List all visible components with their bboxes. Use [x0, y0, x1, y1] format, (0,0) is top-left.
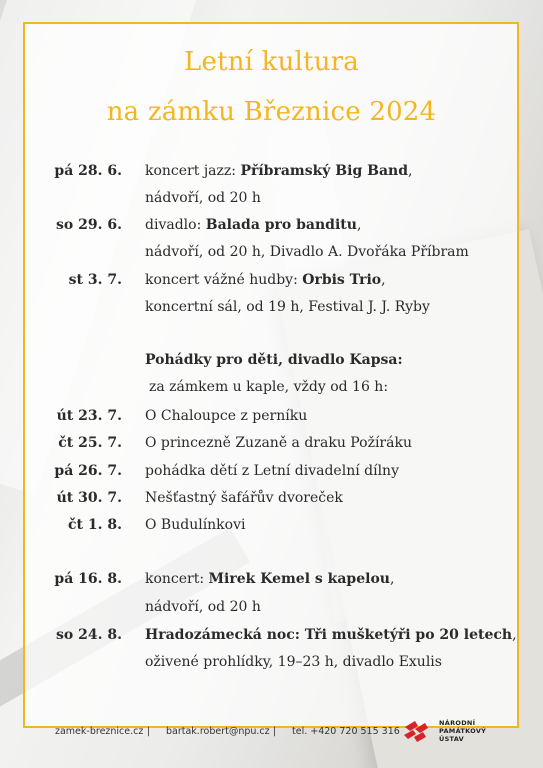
event-detail: nádvoří, od 20 h, Divadlo A. Dvořáka Příbram: [145, 244, 469, 260]
event-date: st 3. 7.: [68, 272, 122, 288]
footer-phone: tel. +420 720 515 316: [292, 726, 400, 737]
event-title: koncert jazz: Příbramský Big Band,: [145, 163, 413, 179]
npu-logo: [401, 718, 531, 748]
event-date: pá 28. 6.: [54, 163, 122, 179]
footer-email[interactable]: bartak.robert@npu.cz: [166, 726, 270, 737]
event-date: čt 25. 7.: [58, 435, 122, 451]
event-detail: koncertní sál, od 19 h, Festival J. J. Ryby: [145, 299, 430, 315]
event-date: út 23. 7.: [56, 408, 122, 424]
event-title: koncert vážné hudby: Orbis Trio,: [145, 272, 386, 288]
kids-section-subheader: za zámkem u kaple, vždy od 16 h:: [149, 379, 389, 395]
event-title: pohádka dětí z Letní divadelní dílny: [145, 463, 399, 479]
title-line-1: Letní kultura: [184, 47, 359, 77]
event-row: [0, 624, 543, 646]
kids-event-row: [0, 432, 543, 454]
event-date: so 29. 6.: [56, 217, 122, 233]
event-row: [0, 214, 543, 236]
event-date: čt 1. 8.: [68, 517, 122, 533]
event-date: pá 16. 8.: [54, 571, 122, 587]
event-detail: nádvoří, od 20 h: [145, 599, 261, 615]
event-title: O princezně Zuzaně a draku Požíráku: [145, 435, 412, 451]
event-title: Hradozámecká noc: Tři mušketýři po 20 letech,: [145, 627, 517, 643]
footer-website[interactable]: zamek-breznice.cz: [55, 726, 144, 737]
event-row: [0, 269, 543, 291]
event-title: koncert: Mirek Kemel s kapelou,: [145, 571, 395, 587]
event-title: O Chaloupce z perníku: [145, 408, 308, 424]
event-row: [0, 568, 543, 590]
event-detail: oživené prohlídky, 19–23 h, divadlo Exulis: [145, 654, 442, 670]
content-panel: [23, 22, 519, 728]
kids-event-row: [0, 460, 543, 482]
event-title: O Budulínkovi: [145, 517, 246, 533]
footer-separator: |: [273, 726, 277, 737]
title-line-2: na zámku Březnice 2024: [106, 97, 437, 127]
footer-separator: |: [147, 726, 151, 737]
event-date: út 30. 7.: [56, 490, 122, 506]
event-date: so 24. 8.: [56, 627, 122, 643]
event-detail: nádvoří, od 20 h: [145, 190, 261, 206]
kids-section-header: Pohádky pro děti, divadlo Kapsa:: [145, 352, 403, 368]
kids-event-row: [0, 487, 543, 509]
event-title: Nešťastný šafářův dvoreček: [145, 490, 343, 506]
logo-text: NÁRODNÍ PAMÁTKOVÝ ÚSTAV: [439, 719, 487, 743]
kids-event-row: [0, 405, 543, 427]
event-date: pá 26. 7.: [54, 463, 122, 479]
npu-logo-icon: [401, 718, 435, 746]
event-title: divadlo: Balada pro banditu,: [145, 217, 362, 233]
event-row: [0, 160, 543, 182]
kids-event-row: [0, 514, 543, 536]
